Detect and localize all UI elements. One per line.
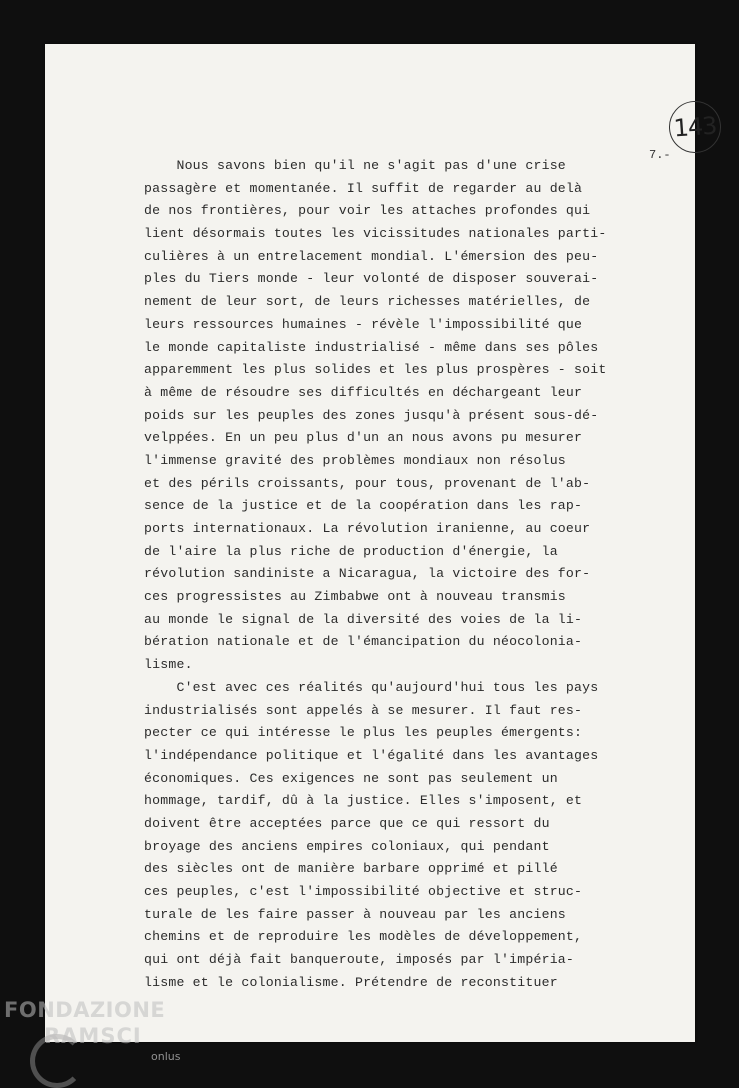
text-line: sence de la justice et de la coopération dans les rap- xyxy=(144,498,583,514)
text-line: lisme. xyxy=(144,657,193,673)
text-line: chemins et de reproduire les modèles de développement, xyxy=(144,929,583,945)
text-line: économiques. Ces exigences ne sont pas seulement un xyxy=(144,770,558,786)
text-line: ports internationaux. La révolution iranienne, au coeur xyxy=(144,521,591,536)
watermark-line2: RAMSCI xyxy=(44,1024,142,1048)
text-line: poids sur les peuples des zones jusqu'à présent sous-dé- xyxy=(144,407,599,423)
text-line: au monde le signal de la diversité des voies de la li- xyxy=(144,611,583,627)
text-line: révolution sandiniste a Nicaragua, la victoire des for- xyxy=(144,566,591,582)
body-text xyxy=(144,155,614,994)
text-line: nement de leur sort, de leurs richesses matérielles, de xyxy=(144,294,591,310)
text-line: leurs ressources humaines - révèle l'impossibilité que xyxy=(144,316,583,332)
text-line: broyage des anciens empires coloniaux, qui pendant xyxy=(144,838,550,854)
text-line: ces peuples, c'est l'impossibilité objective et struc- xyxy=(144,884,583,899)
watermark-sub: onlus xyxy=(151,1050,181,1063)
text-line: culières à un entrelacement mondial. L'émersion des peu- xyxy=(144,248,599,264)
text-line: de nos frontières, pour voir les attaches profondes qui xyxy=(144,203,591,219)
text-line: pecter ce qui intéresse le plus les peuples émergents: xyxy=(144,725,583,741)
archive-stamp xyxy=(667,99,723,155)
text-line: hommage, tardif, dû à la justice. Elles s'imposent, et xyxy=(144,793,583,809)
text-line: passagère et momentanée. Il suffit de regarder au delà xyxy=(144,180,583,196)
text-line: apparemment les plus solides et les plus prospères - soit xyxy=(144,362,607,378)
text-line: le monde capitaliste industrialisé - même dans ses pôles xyxy=(144,339,599,355)
text-line: industrialisés sont appelés à se mesurer. Il faut res- xyxy=(144,702,583,718)
text-line: turale de les faire passer à nouveau par les anciens xyxy=(144,906,566,922)
text-line: l'immense gravité des problèmes mondiaux non résolus xyxy=(144,452,566,468)
text-line: l'indépendance politique et l'égalité dans les avantages xyxy=(144,747,599,763)
text-line: de l'aire la plus riche de production d'énergie, la xyxy=(144,543,558,559)
stamp-number: 143 xyxy=(672,111,718,143)
text-line: lisme et le colonialisme. Prétendre de reconstituer xyxy=(144,974,558,990)
page-number: 7.- xyxy=(649,148,671,162)
text-line: à même de résoudre ses difficultés en déchargeant leur xyxy=(144,384,583,400)
text-line: ples du Tiers monde - leur volonté de disposer souverai- xyxy=(144,271,599,287)
text-line: lient désormais toutes les vicissitudes nationales parti- xyxy=(144,226,607,242)
watermark-line1: FONDAZIONE xyxy=(4,998,166,1022)
text-line: bération nationale et de l'émancipation du néocolonia- xyxy=(144,634,583,650)
text-line: C'est avec ces réalités qu'aujourd'hui tous les pays xyxy=(144,679,599,695)
text-line: qui ont déjà fait banqueroute, imposés par l'impéria- xyxy=(144,952,575,968)
text-line: et des périls croissants, pour tous, provenant de l'ab- xyxy=(144,475,591,491)
text-line: des siècles ont de manière barbare opprimé et pillé xyxy=(144,861,558,877)
fondazione-gramsci-watermark xyxy=(4,998,181,1063)
text-line: Nous savons bien qu'il ne s'agit pas d'une crise xyxy=(144,158,566,173)
text-line: ces progressistes au Zimbabwe ont à nouveau transmis xyxy=(144,589,566,605)
text-line: velppées. En un peu plus d'un an nous avons pu mesurer xyxy=(144,430,583,446)
text-line: doivent être acceptées parce que ce qui ressort du xyxy=(144,815,550,831)
